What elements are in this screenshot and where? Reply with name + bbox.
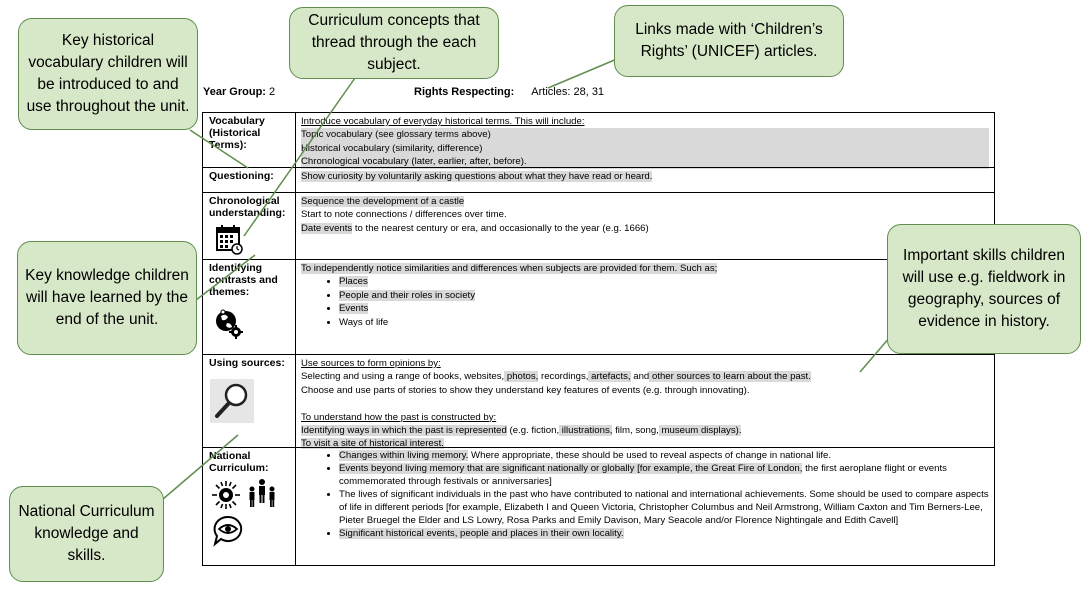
rights-value: Articles: 28, 31 bbox=[531, 86, 605, 98]
rights-respecting bbox=[414, 86, 604, 98]
sources-text: Choose and use parts of stories to show they understand key features of events (e.g. through innovating). bbox=[301, 384, 750, 396]
sources-text: recordings, bbox=[538, 371, 589, 383]
sources-text: film, song, bbox=[612, 425, 659, 437]
callout-national-curriculum: National Curriculum knowledge and skills. bbox=[9, 486, 164, 582]
national-text: Changes within living memory. bbox=[339, 450, 469, 461]
chrono-line: Start to note connections / differences over time. bbox=[301, 209, 507, 221]
chrono-line: Sequence the development of a castle bbox=[301, 196, 465, 207]
national-text: The lives of significant individuals in the past who have contributed to national and international achievements. Some should be used to compare aspects of life in different periods [for example, Elizabeth I and Queen Victoria, Christopher Columbus and Neil Armstrong, William Caxton and Tim Berners-Lee, Pieter Bruegel the Elder and LS Lowry, Rosa Parks and Emily Davison, Mary Seacole and/or Florence Nightingale and Edith Cavell] bbox=[339, 489, 989, 526]
list-item: People and their roles in society bbox=[339, 289, 475, 301]
callout-key-knowledge: Key knowledge children will have learned by the end of the unit. bbox=[17, 241, 197, 355]
calendar-icon bbox=[215, 223, 243, 260]
national-text: Events beyond living memory that are significant nationally or globally [for example, the Great Fire of London, bbox=[339, 463, 803, 474]
magnifier-icon bbox=[210, 379, 254, 428]
national-text: Where appropriate, these should be used to reveal aspects of change in national life. bbox=[468, 450, 832, 461]
row-label: Questioning: bbox=[209, 170, 274, 182]
row-content bbox=[301, 262, 989, 329]
sun-icon bbox=[211, 480, 241, 515]
chrono-line-cont: to the nearest century or era, and occasionally to the year (e.g. 1666) bbox=[352, 222, 649, 234]
sources-text: other sources to learn about the past. bbox=[649, 371, 811, 383]
row-label: National Curriculum: bbox=[209, 450, 269, 474]
knowledge-organiser-table bbox=[202, 112, 995, 566]
row-label: Chronological understanding: bbox=[209, 195, 286, 219]
sources-heading: To understand how the past is constructed by: bbox=[301, 411, 497, 423]
row-sources bbox=[203, 354, 994, 448]
chrono-line: Date events bbox=[301, 222, 353, 234]
vocab-line: Topic vocabulary (see glossary terms above) bbox=[301, 128, 989, 141]
row-identifying bbox=[203, 259, 994, 355]
sources-text: (e.g. fiction, bbox=[506, 425, 560, 437]
people-icon bbox=[245, 478, 279, 515]
vocab-line: Chronological vocabulary (later, earlier, after, before). bbox=[301, 155, 989, 168]
national-text: the first aeroplane flight or events commemorated through festivals or anniversaries] bbox=[339, 463, 947, 487]
sources-text: photos, bbox=[504, 371, 539, 383]
row-questioning bbox=[203, 167, 994, 193]
row-label: Vocabulary (Historical Terms): bbox=[209, 115, 265, 151]
identifying-intro: To independently notice similarities and differences when subjects are provided for them. Such as; bbox=[301, 263, 718, 274]
sources-heading: Use sources to form opinions by: bbox=[301, 358, 441, 369]
callout-skills: Important skills children will use e.g. fieldwork in geography, sources of evidence in history. bbox=[887, 224, 1081, 354]
year-group bbox=[203, 86, 275, 98]
row-content bbox=[301, 195, 989, 235]
sources-text: illustrations, bbox=[559, 425, 613, 437]
row-content bbox=[301, 115, 989, 169]
callout-rights: Links made with ‘Children’s Rights’ (UNICEF) articles. bbox=[614, 5, 844, 77]
sources-text: museum displays). bbox=[658, 425, 742, 437]
row-content bbox=[301, 170, 989, 183]
year-group-label: Year Group: bbox=[203, 86, 266, 98]
sources-text: artefacts, bbox=[588, 371, 631, 383]
list-item: Ways of life bbox=[339, 316, 389, 328]
row-vocabulary bbox=[203, 113, 994, 167]
questioning-line: Show curiosity by voluntarily asking questions about what they have read or heard. bbox=[301, 171, 653, 182]
rights-label: Rights Respecting: bbox=[414, 86, 515, 98]
list-item: Places bbox=[339, 276, 368, 288]
callout-curriculum-concepts: Curriculum concepts that thread through the each subject. bbox=[289, 7, 499, 79]
row-content bbox=[301, 449, 989, 540]
sources-text: To visit a site of historical interest. bbox=[301, 438, 444, 450]
sources-text: Selecting and using a range of books, websites, bbox=[301, 371, 505, 383]
vocab-line: Historical vocabulary (similarity, difference) bbox=[301, 142, 989, 155]
vocab-line: Introduce vocabulary of everyday historical terms. This will include: bbox=[301, 116, 585, 127]
row-chronological bbox=[203, 192, 994, 260]
row-label: Identifying contrasts and themes: bbox=[209, 262, 278, 298]
row-content bbox=[301, 357, 989, 451]
sources-text: Identifying ways in which the past is represented bbox=[301, 425, 507, 437]
globe-gear-icon bbox=[214, 306, 244, 345]
row-label: Using sources: bbox=[209, 357, 285, 369]
sources-text: and bbox=[630, 371, 650, 383]
callout-vocabulary: Key historical vocabulary children will be introduced to and use throughout the unit. bbox=[18, 18, 198, 130]
national-text: Significant historical events, people and places in their own locality. bbox=[339, 528, 624, 539]
list-item: Events bbox=[339, 303, 369, 315]
year-group-value: 2 bbox=[269, 86, 276, 98]
eye-speech-icon bbox=[211, 514, 245, 553]
row-national bbox=[203, 447, 994, 566]
